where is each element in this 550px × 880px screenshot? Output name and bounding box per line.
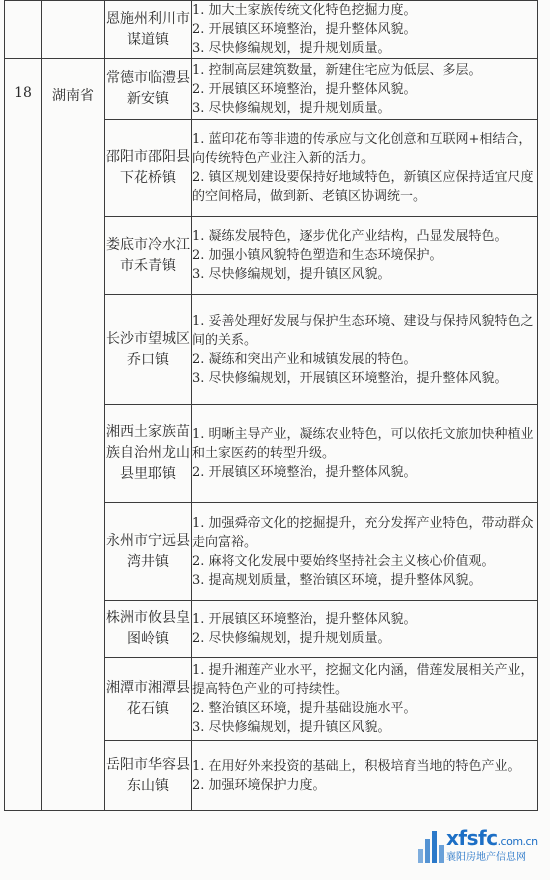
requirements-cell <box>192 741 538 811</box>
requirements-cell <box>192 295 538 405</box>
town-cell: 娄底市冷水江市禾青镇 <box>105 217 192 295</box>
province-cell <box>42 1 105 59</box>
row-number-cell: 18 <box>5 59 42 811</box>
town-cell: 恩施州利川市谋道镇 <box>105 1 192 59</box>
requirement-item: 2. 开展镇区环境整治，提升整体风貌。 <box>192 22 417 37</box>
requirement-item: 1. 开展镇区环境整治，提升整体风貌。 <box>192 612 417 627</box>
requirement-item: 1. 加强舜帝文化的挖掘提升，充分发挥产业特色，带动群众走向富裕。 <box>192 515 534 550</box>
requirement-item: 3. 尽快修编规划，提升规划质量。 <box>192 41 391 56</box>
table-row <box>5 59 538 120</box>
town-cell: 株洲市攸县皇图岭镇 <box>105 601 192 658</box>
requirements-cell <box>192 217 538 295</box>
watermark-logo <box>418 828 538 864</box>
town-requirements-table <box>4 0 538 811</box>
requirement-item: 2. 开展镇区环境整治，提升整体风貌。 <box>192 465 417 480</box>
town-cell: 湘西土家族苗族自治州龙山县里耶镇 <box>105 405 192 503</box>
requirement-item: 3. 尽快修编规划，提升规划质量。 <box>192 100 391 116</box>
requirement-item: 2. 加强环境保护力度。 <box>192 777 326 793</box>
requirement-item: 3. 尽快修编规划，提升镇区风貌。 <box>192 720 391 735</box>
town-cell: 永州市宁远县湾井镇 <box>105 503 192 601</box>
town-cell: 长沙市望城区乔口镇 <box>105 295 192 405</box>
building-bars-icon <box>418 829 444 863</box>
requirement-item: 3. 提高规划质量，整治镇区环境，提升整体风貌。 <box>192 572 482 588</box>
requirement-item: 2. 整治镇区环境，提升基础设施水平。 <box>192 701 417 716</box>
requirement-item: 2. 麻将文化发展中要始终坚持社会主义核心价值观。 <box>192 553 495 569</box>
requirements-cell <box>192 601 538 658</box>
row-number-cell <box>5 1 42 59</box>
requirement-item: 2. 凝练和突出产业和城镇发展的特色。 <box>192 351 417 367</box>
requirement-item: 1. 妥善处理好发展与保护生态环境、建设与保持风貌特色之间的关系。 <box>192 313 534 348</box>
table-row <box>5 1 538 59</box>
requirement-item: 2. 尽快修编规划，提升规划质量。 <box>192 631 391 646</box>
requirements-cell <box>192 405 538 503</box>
requirements-cell <box>192 120 538 217</box>
requirement-item: 2. 开展镇区环境整治，提升整体风貌。 <box>192 81 417 97</box>
requirement-item: 3. 尽快修编规划，提升镇区风貌。 <box>192 267 391 282</box>
province-cell: 湖南省 <box>42 59 105 811</box>
requirement-item: 1. 提升湘莲产业水平，挖掘文化内涵，借莲发展相关产业，提高特色产业的可持续性。 <box>192 663 534 697</box>
requirements-cell <box>192 59 538 120</box>
watermark-tagline: 襄阳房地产信息网 <box>446 852 526 863</box>
requirement-item: 2. 镇区规划建设要保持好地域特色，新镇区应保持适宜尺度的空间格局，做到新、老镇区协调统一。 <box>192 170 534 204</box>
requirement-item: 1. 蓝印花布等非遗的传承应与文化创意和互联网+相结合，向传统特色产业注入新的活力。 <box>192 132 532 166</box>
requirement-item: 1. 凝练发展特色，逐步优化产业结构，凸显发展特色。 <box>192 229 508 244</box>
requirement-item: 1. 明晰主导产业，凝练农业特色，可以依托文旅加快种植业和土家医药的转型升级。 <box>192 427 534 461</box>
town-cell: 邵阳市邵阳县下花桥镇 <box>105 120 192 217</box>
requirements-cell <box>192 658 538 741</box>
requirement-item: 1. 控制高层建筑数量，新建住宅应为低层、多层。 <box>192 62 482 78</box>
watermark-text <box>446 828 538 864</box>
requirement-item: 2. 加强小镇风貌特色塑造和生态环境保护。 <box>192 248 443 263</box>
requirement-item: 3. 尽快修编规划，开展镇区环境整治，提升整体风貌。 <box>192 370 508 386</box>
town-cell: 岳阳市华容县东山镇 <box>105 741 192 811</box>
requirements-cell <box>192 1 538 59</box>
requirement-item: 1. 在用好外来投资的基础上，积极培育当地的特色产业。 <box>192 758 521 774</box>
town-cell: 常德市临澧县新安镇 <box>105 59 192 120</box>
town-cell: 湘潭市湘潭县花石镇 <box>105 658 192 741</box>
requirements-cell <box>192 503 538 601</box>
requirement-item: 1. 加大土家族传统文化特色挖掘力度。 <box>192 3 417 18</box>
watermark-brand: xfsfc.com.cn <box>446 826 538 850</box>
